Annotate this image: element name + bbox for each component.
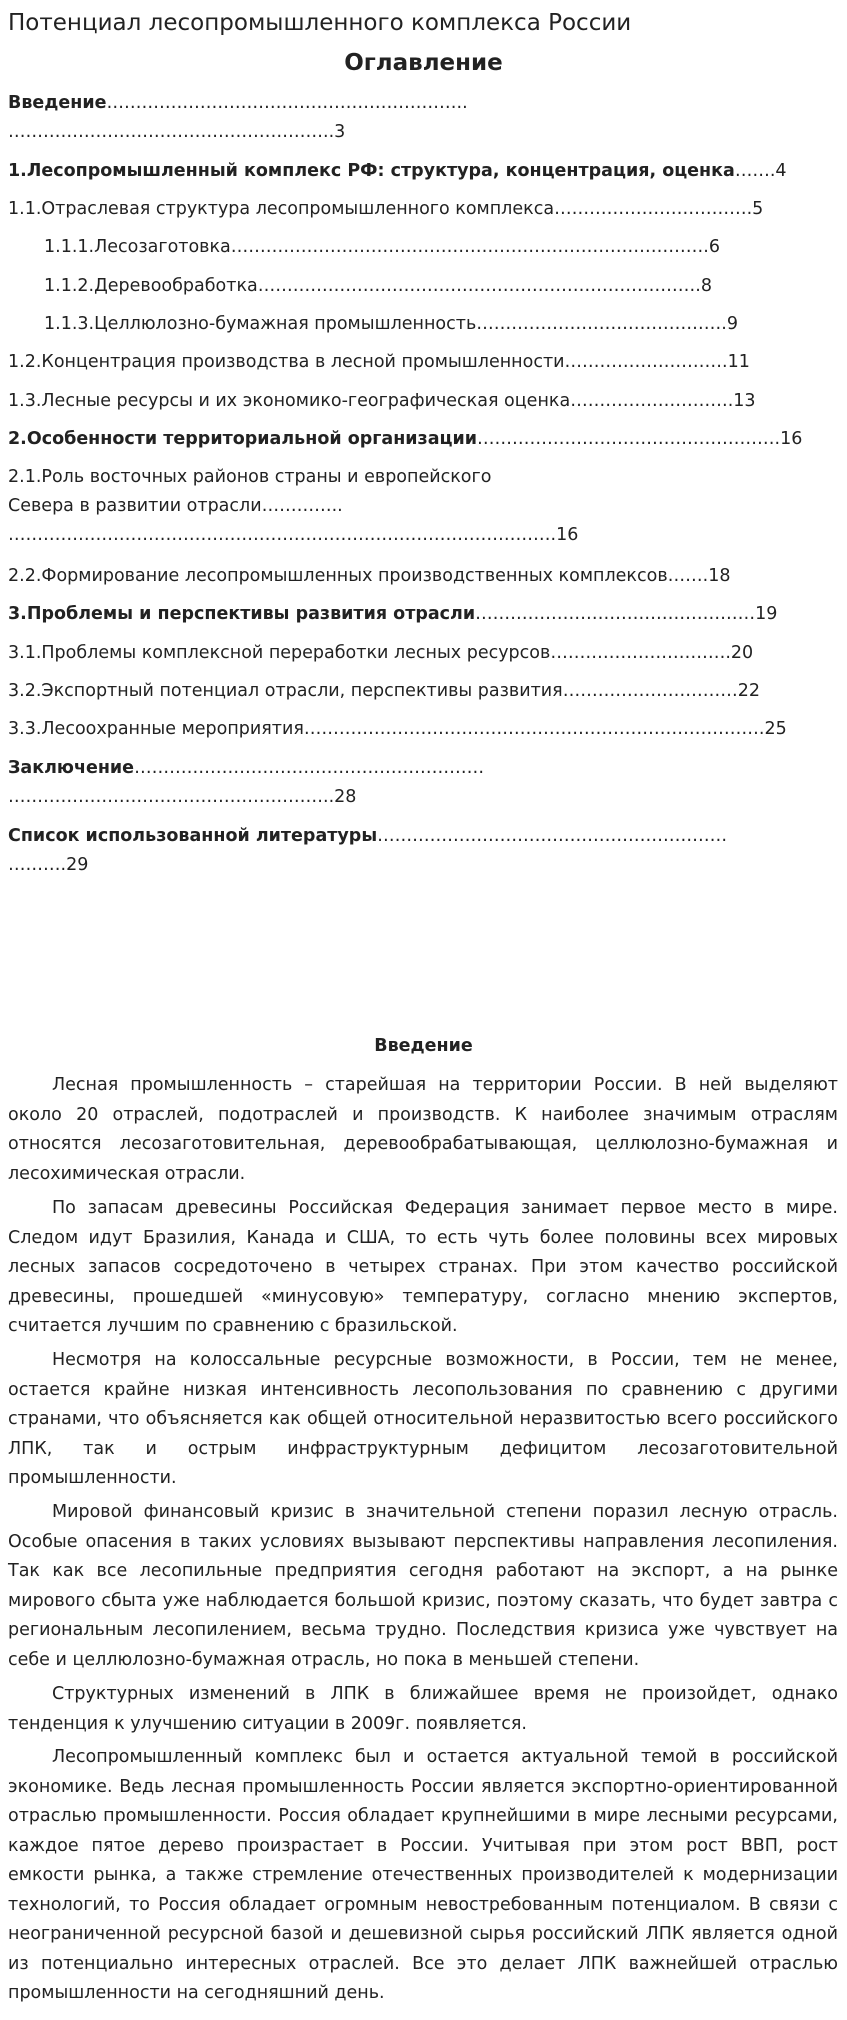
toc-entry-introduction-continued[interactable] [8,118,345,146]
toc-entry-page: 18 [708,566,731,586]
toc-entry-dots: …………………………………………………….. [106,93,468,113]
toc-entry-page: 9 [726,314,738,334]
toc-entry-dots: ………………………………………………………………………. [230,237,709,257]
toc-entry-dots: …………………………………………………………………………………. [8,525,557,545]
toc-entry-dots: ……………………………………………………………………. [303,719,765,739]
toc-entry-dots: …………………………………………………… [134,758,485,778]
toc-entry-dots: ……………………………………………….. [8,787,335,807]
toc-entry-conclusion-continued[interactable] [8,783,356,811]
toc-entry-dots: ………………………………………… [475,604,756,624]
toc-entry-page: 20 [730,643,754,663]
intro-paragraph: По запасам древесины Российская Федерация занимает первое место в мире. Следом идут Бразилия, Канада и США, то есть чуть более половины всех мировых лесных запасов сосредоточено в четырех странах. При этом качество российской древесины, прошедшей «минусовую» температуру, согласно мнению экспертов, считается лучшим по сравнению с бразильской. [8,1198,838,1336]
toc-entry-page: 3 [334,122,346,142]
toc-entry-bibliography[interactable] [8,822,727,850]
toc-entry-title: 1.1.Отраслевая структура лесопромышленного комплекса [8,199,555,219]
toc-entry-section-3-1[interactable] [8,639,753,667]
toc-entry-section-1-1-3[interactable] [44,310,738,338]
toc-entry-title: Список использованной литературы [8,826,378,846]
toc-entry-page: 28 [334,787,357,807]
toc-entry-section-2-1[interactable] [8,463,491,491]
toc-entry-page: 6 [708,237,721,257]
toc-entry-page: 11 [727,352,750,372]
toc-entry-dots: ………. [8,855,67,875]
toc-entry-page: 16 [780,429,803,449]
toc-entry-dots: ………………………… [562,681,738,701]
toc-entry-title: 3.1.Проблемы комплексной переработки лесных ресурсов [8,643,551,663]
toc-entry-dots: ………….. [261,496,343,516]
intro-paragraph: Лесопромышленный комплекс был и остается актуальной темой в российской экономике. Ведь лесная промышленность России является экспортно-ориентированной отраслью промышленности. Россия обладает крупнейшими в мире лесными ресурсами, каждое пятое дерево произрастает в России. Учитывая при этом рост ВВП, рост емкости рынка, а также стремление отечественных производителей к модернизации технологий, то Россия обладает огромным невостребованным потенциалом. В связи с неограниченной ресурсной базой и дешевизной сырья российский ЛПК является одной из потенциально интересных отраслей. Все это делает ЛПК важнейшей отраслью промышленности на сегодняшний день. [8,1747,838,2003]
toc-entry-page: 25 [764,719,787,739]
toc-entry-title: 1.1.1.Лесозаготовка [44,237,231,257]
toc-entry-title: 3.2.Экспортный потенциал отрасли, перспективы развития [8,681,563,701]
toc-entry-section-2-2[interactable] [8,562,731,590]
toc-entry-title: 2.1.Роль восточных районов страны и европейского [8,467,492,487]
toc-entry-dots: ……………………………………………….. [8,122,335,142]
toc-entry-page: 8 [700,276,712,296]
toc-entry-dots: ………………………. [570,391,734,411]
toc-heading: Оглавление [344,50,503,76]
toc-entry-section-1-1-2[interactable] [44,272,712,300]
toc-entry-section-2-1-continued[interactable] [8,492,343,520]
toc-entry-section-3-3[interactable] [8,715,787,743]
toc-entry-dots: …………………………. [550,643,731,663]
introduction-heading: Введение [374,1036,473,1056]
toc-entry-section-1-3[interactable] [8,387,756,415]
document-title: Потенциал лесопромышленного комплекса России [8,10,632,36]
toc-entry-page: 22 [737,681,760,701]
toc-entry-conclusion[interactable] [8,754,484,782]
intro-paragraph: Лесная промышленность – старейшая на территории России. В ней выделяют около 20 отраслей, подотраслей и производств. К наиболее значимым отраслям относятся лесозаготовительная, деревообрабатывающая, целлюлозно-бумажная и лесохимическая отрасли. [8,1075,838,1184]
toc-entry-title: 1.3.Лесные ресурсы и их экономико-географическая оценка [8,391,571,411]
toc-entry-title: 1.Лесопромышленный комплекс РФ: структура, концентрация, оценка [8,161,735,181]
intro-paragraph: Структурных изменений в ЛПК в ближайшее время не произойдет, однако тенденция к улучшению ситуации в 2009г. появляется. [8,1684,838,1734]
toc-entry-dots: ……………………………………………. [477,429,781,449]
toc-entry-page: 29 [66,855,89,875]
toc-entry-section-2-1-page-line[interactable] [8,521,578,549]
toc-entry-section-1-1[interactable] [8,195,763,223]
toc-entry-chapter-3[interactable] [8,600,777,628]
toc-entry-title: Севера в развитии отрасли [8,496,262,516]
toc-entry-page: 4 [775,161,787,181]
toc-entry-title: 2.Особенности территориальной организации [8,429,478,449]
toc-entry-dots: ……. [667,566,709,586]
toc-entry-section-3-2[interactable] [8,677,760,705]
toc-entry-page: 13 [733,391,756,411]
toc-entry-title: Введение [8,93,107,113]
intro-paragraph: Мировой финансовый кризис в значительной степени поразил лесную отрасль. Особые опасения в таких условиях вызывают перспективы направления лесопиления. Так как все лесопильные предприятия сегодня работают на экспорт, а на рынке мирового сбыта уже наблюдается большой кризис, поэтому сказать, что будет завтра с региональным лесопилением, весьма трудно. Последствия кризиса уже чувствует на себе и целлюлозно-бумажная отрасль, но пока в меньшей степени. [8,1502,838,1670]
toc-entry-page: 16 [556,525,579,545]
toc-entry-dots: …………………………………………………………………. [257,276,701,296]
toc-entry-dots: ……………………………………. [476,314,727,334]
toc-entry-dots: ………………………. [564,352,728,372]
toc-entry-title: Заключение [8,758,135,778]
toc-entry-title: 2.2.Формирование лесопромышленных производственных комплексов [8,566,668,586]
toc-entry-dots: …………………………………………………… [377,826,728,846]
toc-entry-introduction[interactable] [8,89,468,117]
toc-entry-chapter-2[interactable] [8,425,802,453]
intro-paragraph: Несмотря на колоссальные ресурсные возможности, в России, тем не менее, остается крайне низкая интенсивность лесопользования по сравнению с другими странами, что объясняется как общей относительной неразвитостью всего российского ЛПК, так и острым инфраструктурным дефицитом лесозаготовительной промышленности. [8,1350,838,1488]
toc-entry-title: 3.3.Лесоохранные мероприятия [8,719,304,739]
toc-entry-page: 19 [755,604,778,624]
toc-entry-dots: ……. [734,161,776,181]
toc-entry-chapter-1[interactable] [8,157,787,185]
toc-entry-page: 5 [752,199,764,219]
toc-entry-title: 1.1.3.Целлюлозно-бумажная промышленность [44,314,477,334]
toc-entry-title: 1.1.2.Деревообработка [44,276,258,296]
toc-entry-dots: ……………………………. [554,199,753,219]
toc-entry-section-1-1-1[interactable] [44,233,720,261]
toc-entry-section-1-2[interactable] [8,348,750,376]
toc-entry-title: 1.2.Концентрация производства в лесной промышленности [8,352,565,372]
toc-entry-bibliography-continued[interactable] [8,851,88,879]
toc-entry-title: 3.Проблемы и перспективы развития отрасли [8,604,476,624]
